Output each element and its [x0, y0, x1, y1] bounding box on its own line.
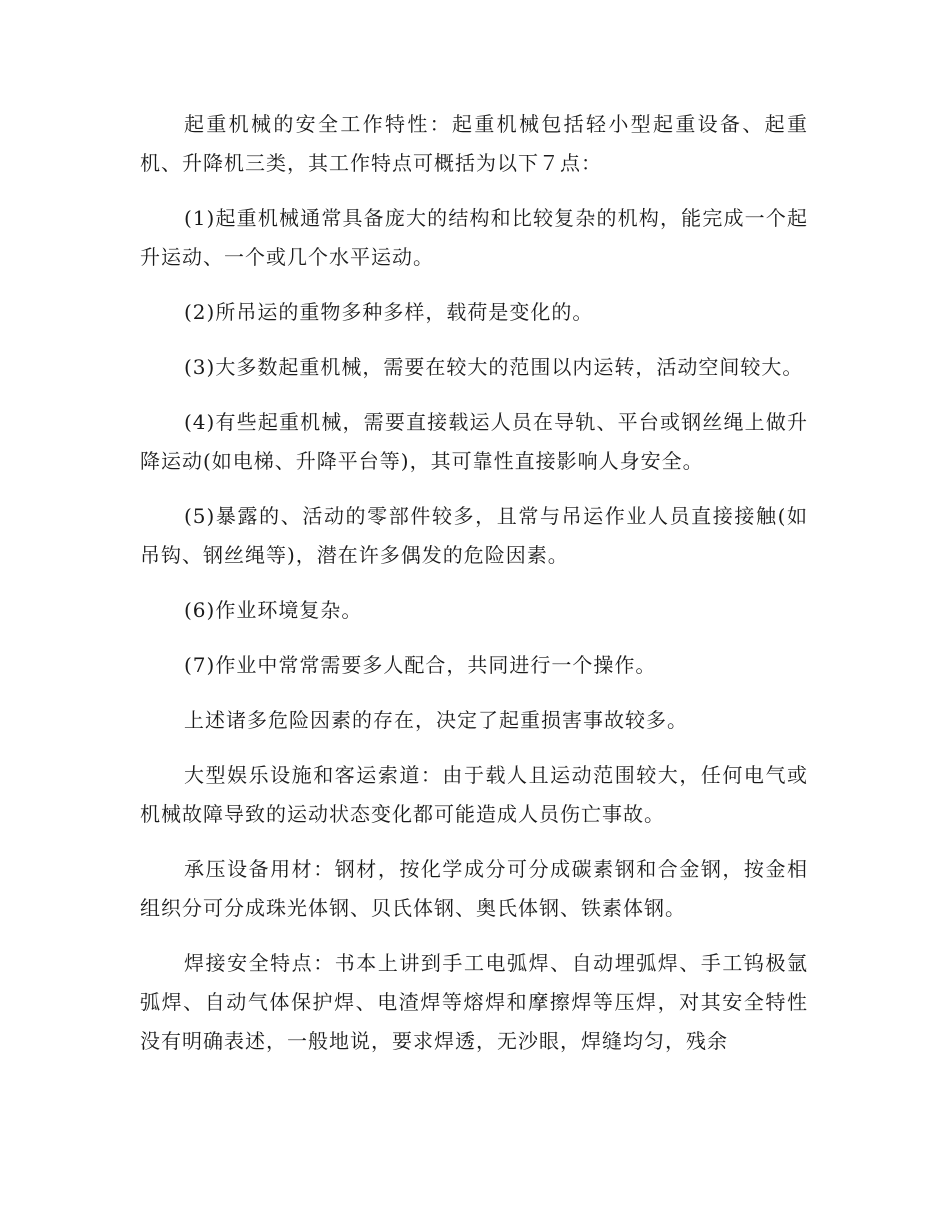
paragraph-pressure-materials: 承压设备用材：钢材，按化学成分可分成碳素钢和合金钢，按金相组织分可分成珠光体钢、贝氏体钢、奥氏体钢、铁素体钢。 — [140, 857, 808, 920]
paragraph-crane-safety-characteristics: 起重机械的安全工作特性：起重机械包括轻小型起重设备、起重机、升降机三类，其工作特点可概括为以下７点： — [140, 112, 808, 175]
paragraph-point-7: (7)作业中常常需要多人配合，共同进行一个操作。 — [184, 653, 657, 677]
paragraph-point-4: (4)有些起重机械，需要直接载运人员在导轨、平台或钢丝绳上做升降运动(如电梯、升降平台等)，其可靠性直接影响人身安全。 — [140, 410, 808, 473]
paragraph-welding-safety: 焊接安全特点：书本上讲到手工电弧焊、自动埋弧焊、手工钨极氩弧焊、自动气体保护焊、电渣焊等熔焊和摩擦焊等压焊，对其安全特性没有明确表述，一般地说，要求焊透，无沙眼，焊缝均匀，残余 — [140, 951, 808, 1053]
paragraph-summary: 上述诸多危险因素的存在，决定了起重损害事故较多。 — [184, 708, 688, 732]
paragraph-point-5: (5)暴露的、活动的零部件较多，且常与吊运作业人员直接接触(如吊钩、钢丝绳等)，潜在许多偶发的危险因素。 — [140, 504, 808, 567]
paragraph-point-3: (3)大多数起重机械，需要在较大的范围以内运转，活动空间较大。 — [184, 355, 804, 379]
document-body — [140, 105, 808, 1077]
paragraph-amusement-ropeway: 大型娱乐设施和客运索道：由于载人且运动范围较大，任何电气或机械故障导致的运动状态变化都可能造成人员伤亡事故。 — [140, 763, 808, 826]
paragraph-point-1: (1)起重机械通常具备庞大的结构和比较复杂的机构，能完成一个起升运动、一个或几个水平运动。 — [140, 206, 808, 269]
paragraph-point-6: (6)作业环境复杂。 — [184, 598, 363, 622]
paragraph-point-2: (2)所吊运的重物多种多样，载荷是变化的。 — [184, 300, 594, 324]
